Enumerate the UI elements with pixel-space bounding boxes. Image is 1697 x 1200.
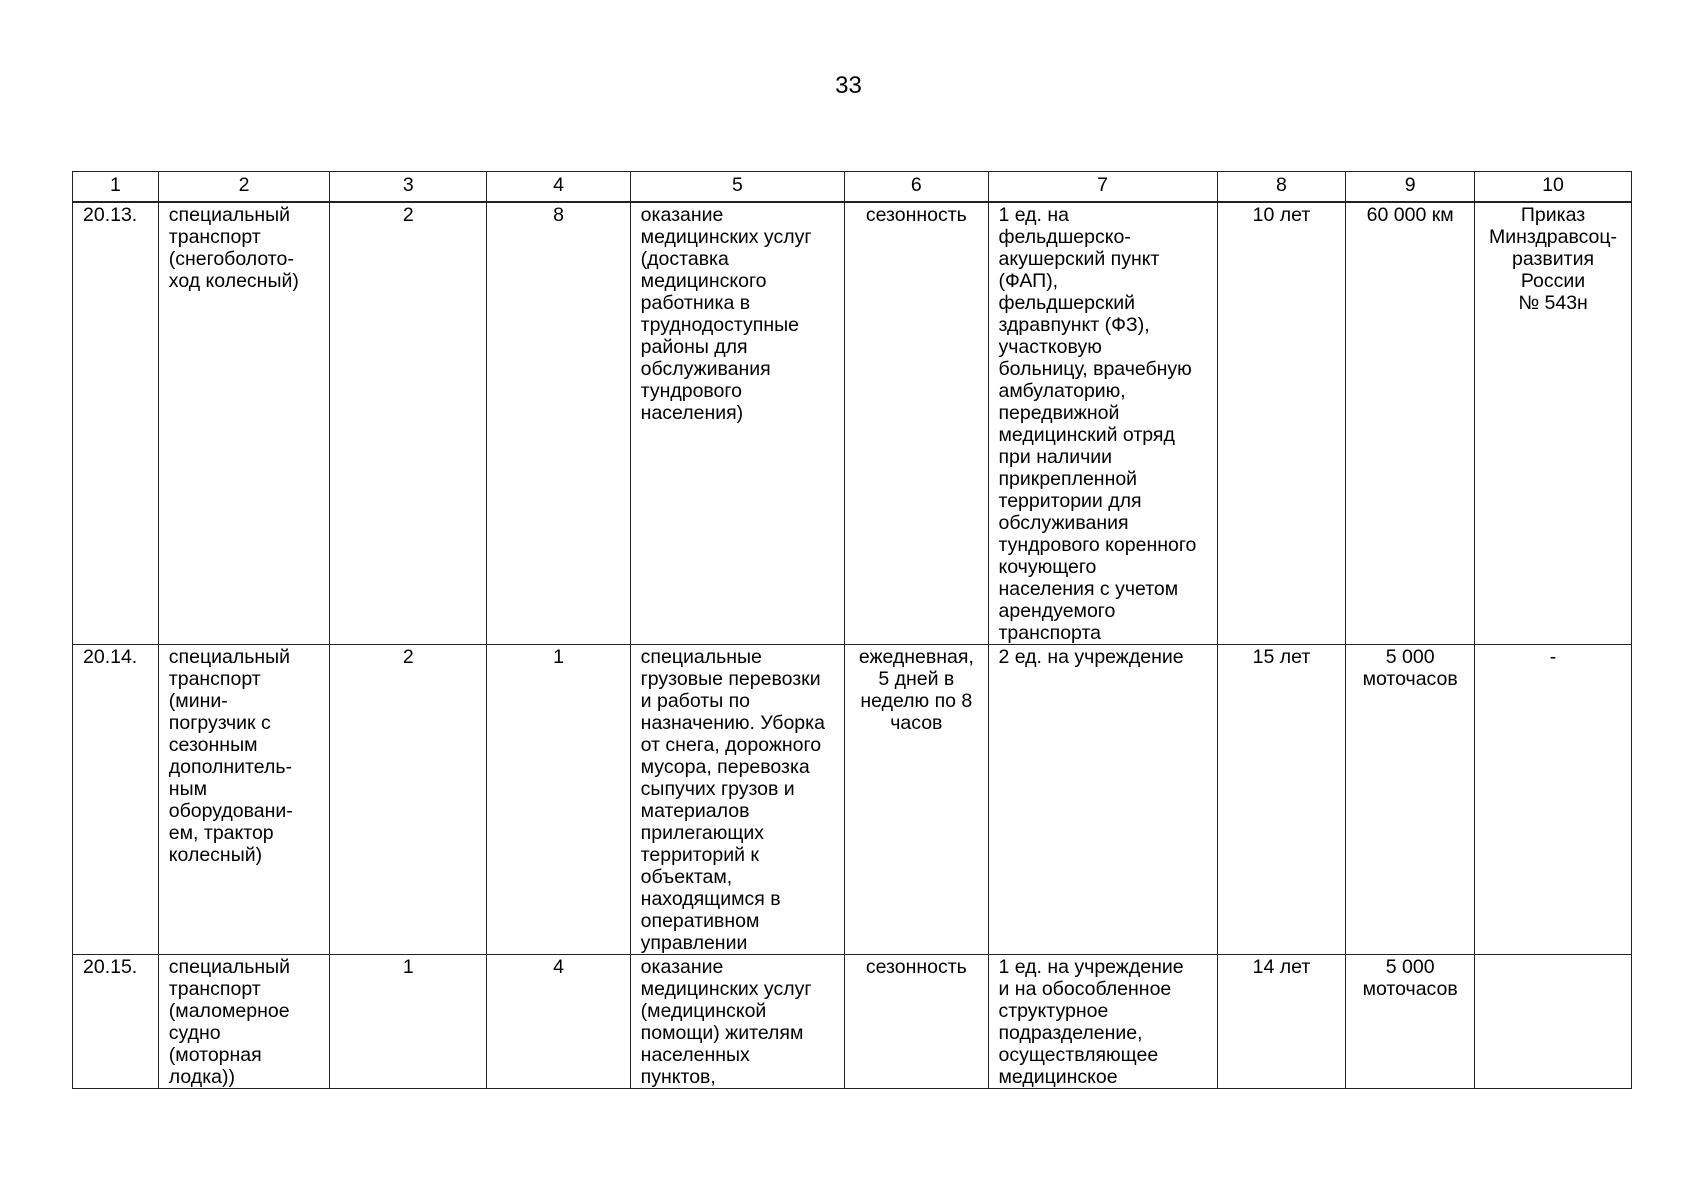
usage-mode: ежедневная, 5 дней в неделю по 8 часов [845,645,988,955]
legal-basis [1475,955,1632,1089]
service-term: 15 лет [1217,645,1346,955]
mileage: 5 000 моточасов [1346,955,1475,1089]
header-row [73,172,1632,203]
legal-basis: Приказ Минздравсоц- развития России № 543н [1475,202,1632,645]
header-cell: 4 [487,172,630,203]
header-cell: 8 [1217,172,1346,203]
header-cell: 1 [73,172,159,203]
col3-value: 2 [330,202,487,645]
table-row [73,955,1632,1089]
col4-value: 1 [487,645,630,955]
purpose: оказание медицинских услуг (доставка медицинского работника в труднодоступные районы для обслуживания тундрового населения) [630,202,844,645]
header-cell: 10 [1475,172,1632,203]
norm: 1 ед. на учреждение и на обособленное структурное подразделение, осуществляющее медицинское [988,955,1217,1089]
usage-mode: сезонность [845,955,988,1089]
row-number: 20.13. [73,202,159,645]
row-number: 20.15. [73,955,159,1089]
header-cell: 3 [330,172,487,203]
norm: 1 ед. на фельдшерско- акушерский пункт (ФАП), фельдшерский здравпункт (ФЗ), участковую больницу, врачебную амбулаторию, передвижной медицинский отряд при наличии прикрепленной территории для обслуживания тундрового коренного кочующего населения с учетом арендуемого транспорта [988,202,1217,645]
norms-table [72,171,1632,1089]
header-cell: 6 [845,172,988,203]
service-term: 14 лет [1217,955,1346,1089]
col4-value: 4 [487,955,630,1089]
purpose: оказание медицинских услуг (медицинской помощи) жителям населенных пунктов, [630,955,844,1089]
col3-value: 2 [330,645,487,955]
mileage: 5 000 моточасов [1346,645,1475,955]
col3-value: 1 [330,955,487,1089]
table-row [73,645,1632,955]
transport-name: специальный транспорт (снегоболото- ход колесный) [158,202,330,645]
col4-value: 8 [487,202,630,645]
transport-name: специальный транспорт (маломерное судно (моторная лодка)) [158,955,330,1089]
header-cell: 7 [988,172,1217,203]
mileage: 60 000 км [1346,202,1475,645]
transport-name: специальный транспорт (мини- погрузчик с сезонным дополнитель- ным оборудовани- ем, трактор колесный) [158,645,330,955]
norm: 2 ед. на учреждение [988,645,1217,955]
legal-basis: - [1475,645,1632,955]
row-number: 20.14. [73,645,159,955]
purpose: специальные грузовые перевозки и работы по назначению. Уборка от снега, дорожного мусора, перевозка сыпучих грузов и материалов прилегающих территорий к объектам, находящимся в оперативном управлении [630,645,844,955]
service-term: 10 лет [1217,202,1346,645]
page-number: 33 [835,72,862,99]
header-cell: 5 [630,172,844,203]
header-cell: 9 [1346,172,1475,203]
table-row [73,202,1632,645]
usage-mode: сезонность [845,202,988,645]
header-cell: 2 [158,172,330,203]
